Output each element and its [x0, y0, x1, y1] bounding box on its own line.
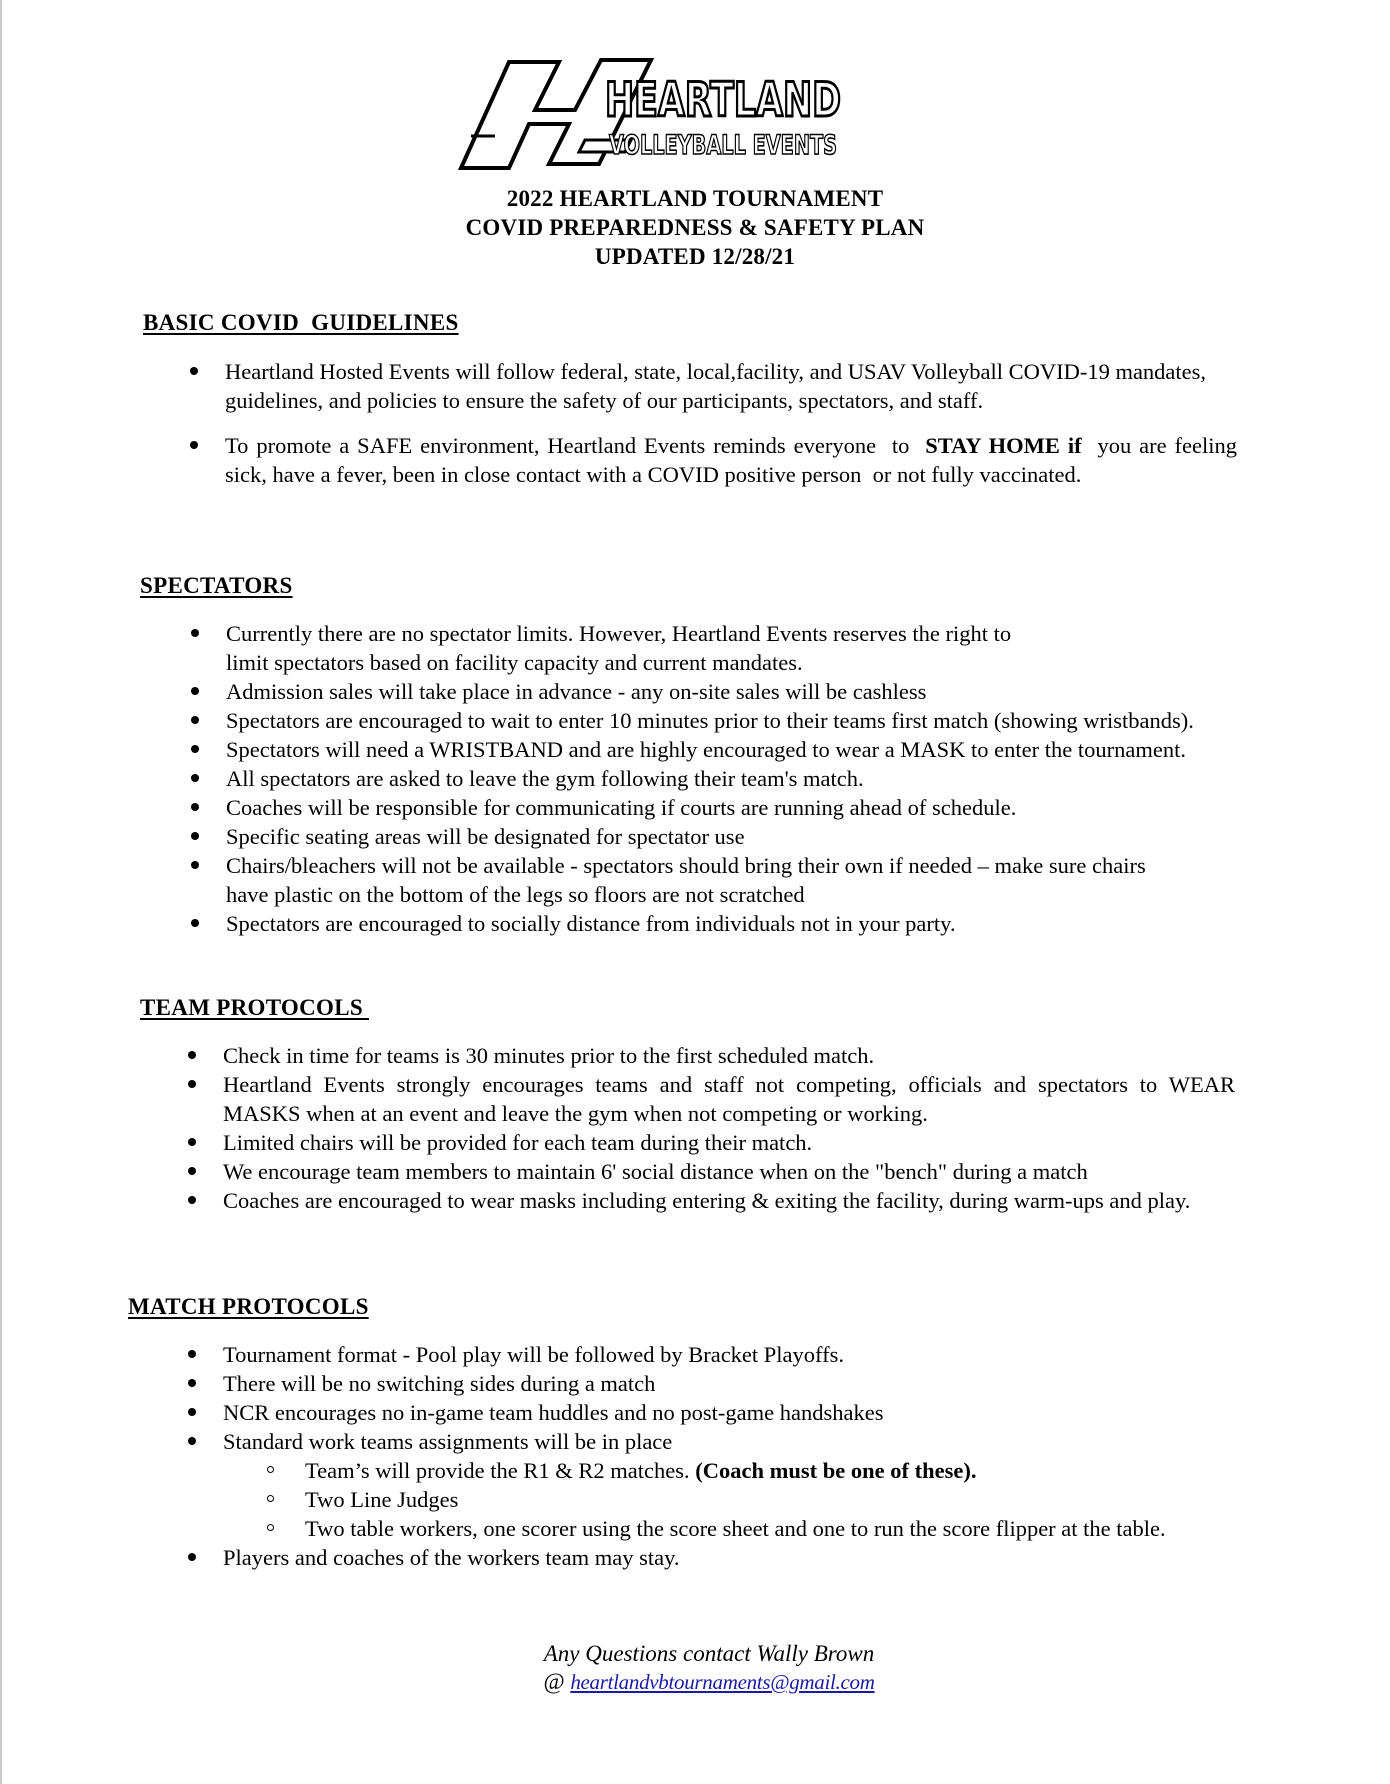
- bullet-icon: [191, 745, 199, 753]
- logo-tagline: VOLLEYBALL EVENTS: [609, 130, 837, 161]
- team-protocols-list: [223, 1041, 1235, 1215]
- list-item: [225, 357, 1237, 415]
- list-item: [226, 822, 1366, 851]
- circle-bullet-icon: [267, 1524, 274, 1531]
- item-text: Tournament format - Pool play will be followed by Bracket Playoffs.: [223, 1342, 845, 1367]
- at-symbol: @: [543, 1669, 571, 1694]
- list-item: [226, 909, 1366, 938]
- item-text: Coaches are encouraged to wear masks including entering & exiting the facility, during warm-ups and play.: [223, 1188, 1191, 1213]
- stay-home-emphasis: STAY HOME if: [925, 433, 1082, 458]
- bullet-icon: [191, 832, 199, 840]
- bullet-icon: [191, 919, 199, 927]
- sub-list-item: [223, 1485, 1363, 1514]
- doc-title-line-3: UPDATED 12/28/21: [594, 244, 796, 269]
- item-text: Spectators will need a WRISTBAND and are highly encouraged to wear a MASK to enter the tournament.: [226, 737, 1186, 762]
- circle-bullet-icon: [267, 1466, 274, 1473]
- item-text: Heartland Hosted Events will follow federal, state, local,facility, and USAV Volleyball COVID-19 mandates, guidelines, and policies to ensure the safety of our participants, spectators, and staff.: [225, 359, 1207, 413]
- bullet-icon: [188, 1350, 196, 1358]
- list-item: [226, 851, 1366, 909]
- list-item: [226, 764, 1366, 793]
- list-item: [223, 1427, 1363, 1456]
- list-item: [225, 431, 1243, 489]
- circle-bullet-icon: [267, 1495, 274, 1502]
- bullet-icon: [188, 1051, 196, 1059]
- basic-guidelines-list: [225, 357, 1243, 489]
- basic-guidelines-heading: BASIC COVID GUIDELINES: [143, 310, 459, 335]
- logo-word: HEARTLAND: [605, 73, 841, 128]
- bullet-icon: [188, 1379, 196, 1387]
- item-text: We encourage team members to maintain 6' social distance when on the "bench" during a match: [223, 1159, 1088, 1184]
- bullet-icon: [191, 861, 199, 869]
- heartland-logo: [455, 56, 955, 172]
- item-text: Coaches will be responsible for communicating if courts are running ahead of schedule.: [226, 795, 1017, 820]
- list-item: [226, 619, 1366, 677]
- bullet-icon: [188, 1408, 196, 1416]
- bullet-icon: [190, 441, 198, 449]
- match-protocols-heading: MATCH PROTOCOLS: [128, 1294, 369, 1319]
- item-text: Check in time for teams is 30 minutes prior to the first scheduled match.: [223, 1043, 875, 1068]
- list-item: [226, 793, 1366, 822]
- bullet-icon: [190, 367, 198, 375]
- coach-emphasis: (Coach must be one of these).: [695, 1458, 977, 1483]
- list-item: [226, 677, 1366, 706]
- item-text: Currently there are no spectator limits. However, Heartland Events reserves the right to: [226, 621, 1012, 646]
- spectators-list: [226, 619, 1366, 938]
- team-protocols-heading: TEAM PROTOCOLS: [140, 995, 369, 1020]
- item-text: have plastic on the bottom of the legs so floors are not scratched: [226, 882, 805, 907]
- item-text: Specific seating areas will be designated for spectator use: [226, 824, 745, 849]
- sub-list-item: [223, 1514, 1363, 1543]
- item-text: Two table workers, one scorer using the score sheet and one to run the score flipper at the table.: [305, 1516, 1166, 1541]
- item-text: Limited chairs will be provided for each team during their match.: [223, 1130, 813, 1155]
- item-text: Chairs/bleachers will not be available - spectators should bring their own if needed – make sure chairs: [226, 853, 1146, 878]
- list-item: [223, 1543, 1363, 1572]
- contact-email-link[interactable]: heartlandvbtournaments@gmail.com: [570, 1670, 875, 1694]
- item-text: Spectators are encouraged to socially distance from individuals not in your party.: [226, 911, 956, 936]
- match-protocols-list: [223, 1340, 1363, 1572]
- item-text: To promote a SAFE environment, Heartland Events reminds everyone to: [225, 433, 926, 458]
- bullet-icon: [191, 687, 199, 695]
- list-item: [223, 1041, 1235, 1070]
- item-text: Admission sales will take place in advance - any on-site sales will be cashless: [226, 679, 927, 704]
- bullet-icon: [188, 1167, 196, 1175]
- list-item: [223, 1340, 1363, 1369]
- item-text: Players and coaches of the workers team may stay.: [223, 1545, 680, 1570]
- item-text: you are feeling sick, have a fever, been in close contact with a COVID positive person or not fully vaccinated.: [225, 433, 1243, 487]
- spectators-heading: SPECTATORS: [140, 573, 293, 598]
- item-text: Heartland Events strongly encourages teams and staff not competing, officials and spectators to WEAR MASKS when at an event and leave the gym when not competing or working.: [223, 1072, 1235, 1126]
- item-text: Team’s will provide the R1 & R2 matches.: [305, 1458, 696, 1483]
- item-text: Standard work teams assignments will be in place: [223, 1429, 673, 1454]
- contact-email-line: [0, 1669, 1390, 1695]
- bullet-icon: [188, 1138, 196, 1146]
- list-item: [226, 706, 1366, 735]
- list-item: [223, 1070, 1235, 1128]
- doc-title-line-2: COVID PREPAREDNESS & SAFETY PLAN: [465, 215, 925, 240]
- bullet-icon: [191, 629, 199, 637]
- bullet-icon: [191, 803, 199, 811]
- list-item: [223, 1157, 1235, 1186]
- item-text: NCR encourages no in-game team huddles and no post-game handshakes: [223, 1400, 884, 1425]
- list-item: [223, 1369, 1363, 1398]
- bullet-icon: [188, 1080, 196, 1088]
- item-text: There will be no switching sides during a match: [223, 1371, 656, 1396]
- item-text: Spectators are encouraged to wait to enter 10 minutes prior to their teams first match (showing wristbands).: [226, 708, 1194, 733]
- doc-title-line-1: 2022 HEARTLAND TOURNAMENT: [506, 186, 884, 211]
- bullet-icon: [188, 1196, 196, 1204]
- list-item: [223, 1128, 1235, 1157]
- item-text: Two Line Judges: [305, 1487, 459, 1512]
- bullet-icon: [188, 1553, 196, 1561]
- item-text: limit spectators based on facility capacity and current mandates.: [226, 650, 803, 675]
- list-item: [223, 1186, 1235, 1215]
- list-item: [226, 735, 1366, 764]
- list-item: [223, 1398, 1363, 1427]
- item-text: All spectators are asked to leave the gym following their team's match.: [226, 766, 864, 791]
- bullet-icon: [188, 1437, 196, 1445]
- contact-line: Any Questions contact Wally Brown: [543, 1641, 875, 1666]
- bullet-icon: [191, 774, 199, 782]
- sub-list-item: [223, 1456, 1363, 1485]
- bullet-icon: [191, 716, 199, 724]
